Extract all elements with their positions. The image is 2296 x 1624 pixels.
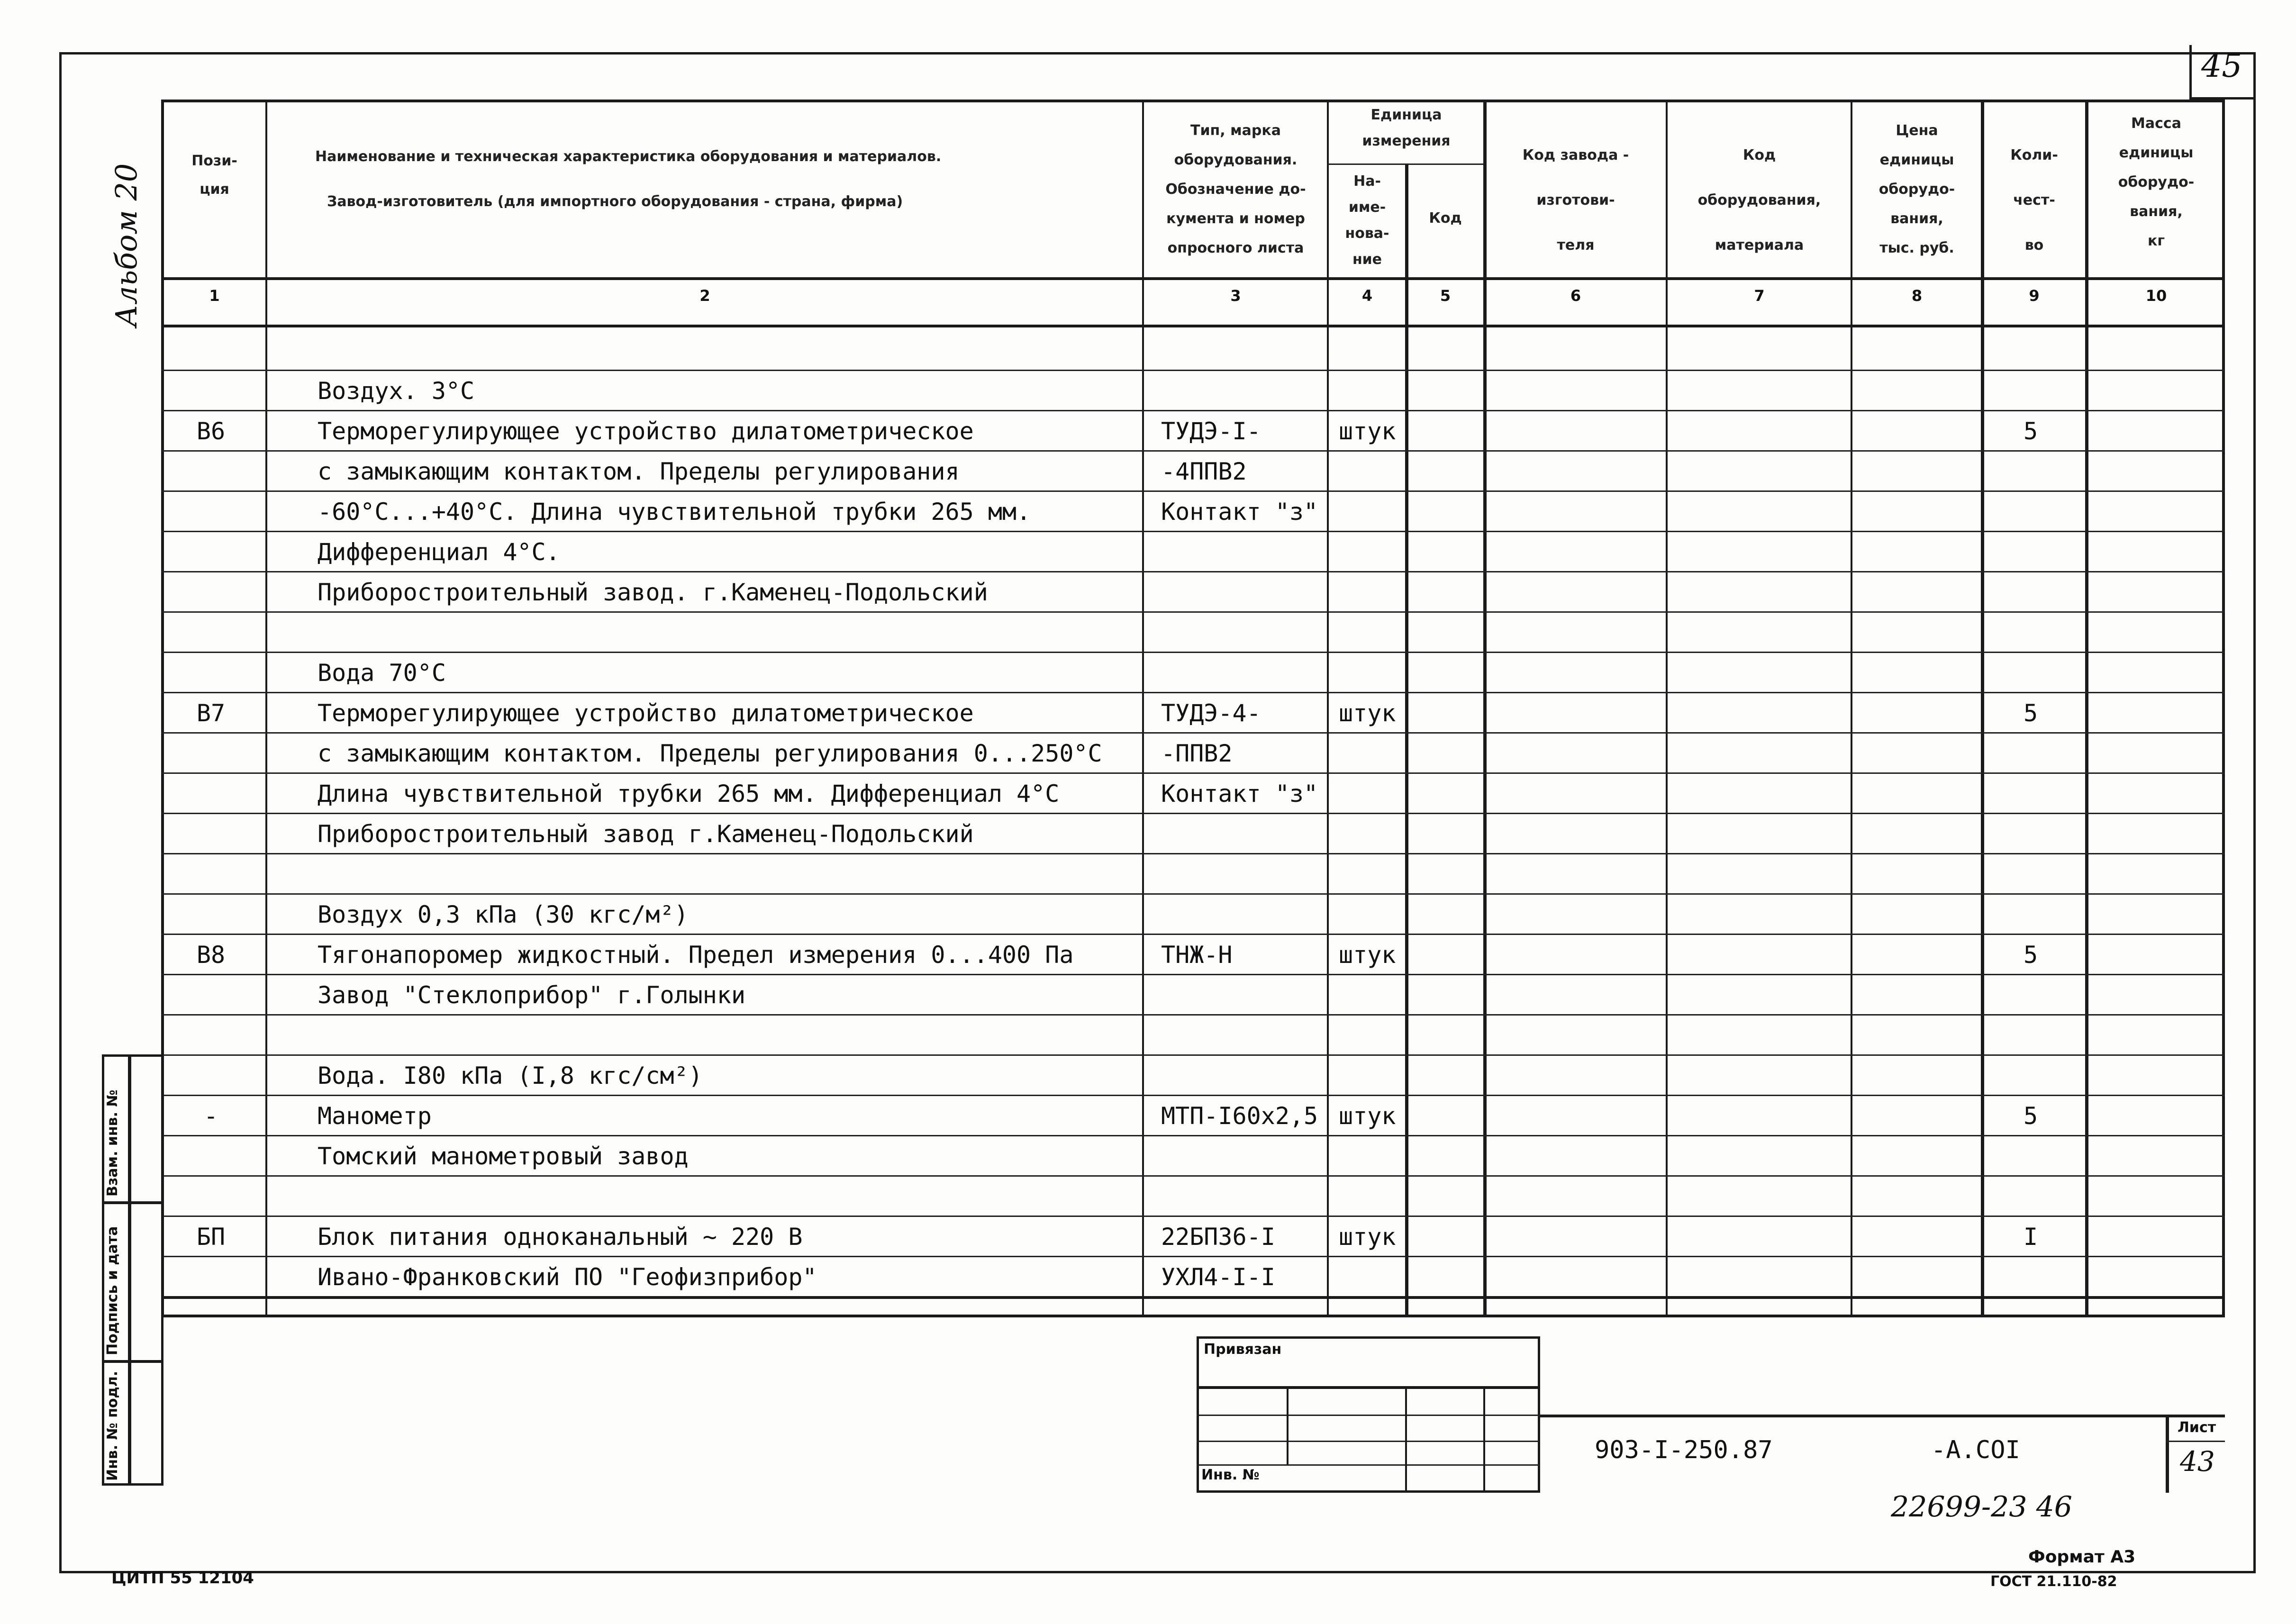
- vzam-inv-label: Взам. инв. №: [104, 1089, 121, 1197]
- footer-format: Формат А3: [2028, 1547, 2136, 1567]
- row-name: Длина чувствительной трубки 265 мм. Дифференциал 4°С: [318, 780, 1060, 807]
- doc-code: 903-I-250.87: [1595, 1436, 1773, 1464]
- row-quantity: 5: [2023, 699, 2038, 727]
- row-type: ТНЖ-Н: [1161, 941, 1233, 969]
- row-position: В6: [196, 417, 226, 445]
- col-number-3: 3: [1230, 287, 1241, 305]
- row-divider: [161, 813, 2225, 814]
- row-type: ТУДЭ-I-: [1161, 417, 1261, 445]
- col-number-9: 9: [2029, 287, 2040, 305]
- row-type: -ППВ2: [1161, 740, 1233, 767]
- row-unit: штук: [1339, 1102, 1396, 1130]
- header-col10: Масса единицы оборудо- вания, кг: [2118, 115, 2195, 249]
- header-col9: Коли- чест- во: [2010, 147, 2058, 254]
- doc-suffix: -А.СОI: [1931, 1436, 2020, 1464]
- row-name: Вода. I80 кПа (I,8 кгс/см²): [318, 1062, 703, 1089]
- row-unit: штук: [1339, 699, 1396, 727]
- row-name: Терморегулирующее устройство дилатометрическое: [318, 417, 974, 445]
- row-divider: [161, 450, 2225, 452]
- col-number-5: 5: [1440, 287, 1451, 305]
- row-divider: [161, 692, 2225, 693]
- stamp-line: [1483, 1386, 1485, 1493]
- title-block-line: [1540, 1415, 2225, 1417]
- row-unit: штук: [1339, 417, 1396, 445]
- row-type: МТП-I60х2,5: [1161, 1102, 1318, 1130]
- row-divider: [161, 611, 2225, 613]
- row-divider: [161, 490, 2225, 492]
- side-divider: [102, 1201, 163, 1204]
- footer-gost: ГОСТ 21.110-82: [1990, 1573, 2117, 1588]
- row-divider: [161, 370, 2225, 371]
- side-divider: [102, 1360, 163, 1363]
- row-quantity: 5: [2023, 417, 2038, 445]
- stamp-line: [1197, 1464, 1540, 1466]
- row-divider: [161, 1175, 2225, 1177]
- row-type: Контакт "з": [1161, 498, 1318, 526]
- header-col7: Код оборудования, материала: [1697, 147, 1821, 254]
- row-name: Приборостроительный завод г.Каменец-Подольский: [318, 820, 974, 848]
- row-divider: [161, 853, 2225, 854]
- side-divider: [128, 1054, 131, 1486]
- row-name: с замыкающим контактом. Пределы регулирования 0...250°С: [318, 740, 1102, 767]
- stamp-line: [1197, 1415, 1540, 1416]
- row-divider: [161, 772, 2225, 774]
- row-name: Воздух. 3°С: [318, 377, 475, 405]
- row-name: Ивано-Франковский ПО "Геофизприбор": [318, 1263, 817, 1291]
- row-name: Завод "Стеклоприбор" г.Голынки: [318, 981, 746, 1009]
- title-block-line: [2166, 1415, 2169, 1493]
- header-col4: На- име- нова- ние: [1345, 173, 1389, 268]
- row-name: Терморегулирующее устройство дилатометрическое: [318, 699, 974, 727]
- header-col8: Цена единицы оборудо- вания, тыс. руб.: [1879, 122, 1955, 256]
- row-type: Контакт "з": [1161, 780, 1318, 807]
- row-divider: [161, 893, 2225, 895]
- podpis-date-label: Подпись и дата: [104, 1226, 121, 1355]
- col-number-7: 7: [1754, 287, 1765, 305]
- row-position: -: [203, 1102, 218, 1130]
- row-type: УХЛ4-I-I: [1161, 1263, 1275, 1291]
- row-name: Блок питания одноканальный ~ 220 В: [318, 1223, 803, 1251]
- stamp-line: [1197, 1386, 1540, 1389]
- stamp-line: [1287, 1386, 1289, 1464]
- row-divider: [161, 1135, 2225, 1136]
- col-number-1: 1: [209, 287, 220, 305]
- col-number-8: 8: [1911, 287, 1923, 305]
- row-divider: [161, 1054, 2225, 1056]
- row-divider: [161, 974, 2225, 975]
- header-col6: Код завода - изготови- теля: [1522, 147, 1629, 254]
- header-divider: [161, 277, 2225, 280]
- header-col2-line1: Наименование и техническая характеристика оборудования и материалов.: [315, 148, 942, 165]
- row-divider: [161, 652, 2225, 653]
- row-divider: [161, 1256, 2225, 1257]
- row-divider: [161, 732, 2225, 734]
- column-numbers-divider: [161, 325, 2225, 327]
- col-number-4: 4: [1361, 287, 1373, 305]
- list-label: Лист: [2178, 1419, 2216, 1436]
- stamp-line: [1197, 1441, 1540, 1442]
- row-unit: штук: [1339, 941, 1396, 969]
- row-unit: штук: [1339, 1223, 1396, 1251]
- row-name: Манометр: [318, 1102, 432, 1130]
- footer-left-code: ЦИТП 55 12104: [111, 1569, 254, 1588]
- row-divider: [161, 1216, 2225, 1217]
- row-divider: [161, 410, 2225, 411]
- row-position: В8: [196, 941, 226, 969]
- stamp-line: [1405, 1386, 1407, 1493]
- row-quantity: 5: [2023, 941, 2038, 969]
- row-name: Томский манометровый завод: [318, 1143, 689, 1170]
- row-name: -60°С...+40°С. Длина чувствительной трубки 265 мм.: [318, 498, 1031, 526]
- row-name: Дифференциал 4°С.: [318, 538, 560, 566]
- row-quantity: I: [2023, 1223, 2038, 1251]
- col-line: [1405, 163, 1408, 1317]
- header-col1: Пози- ция: [191, 153, 237, 198]
- row-divider: [161, 934, 2225, 935]
- table-body-bottom: [161, 1296, 2225, 1299]
- unit-group-divider: [1327, 163, 1483, 165]
- header-unit-group: Единица измерения: [1362, 107, 1451, 149]
- header-col2-line2: Завод-изготовитель (для импортного оборудования - страна, фирма): [327, 193, 903, 210]
- row-type: ТУДЭ-4-: [1161, 699, 1261, 727]
- row-type: -4ППВ2: [1161, 458, 1247, 485]
- inv-no-label: Инв. №: [1201, 1467, 1260, 1483]
- sheet-corner-number: 45: [2201, 47, 2242, 85]
- row-name: Воздух 0,3 кПа (30 кгс/м²): [318, 901, 689, 928]
- header-col3: Тип, марка оборудования. Обозначение до- кумента и номер опросного листа: [1165, 122, 1306, 256]
- row-divider: [161, 531, 2225, 532]
- row-position: БП: [196, 1223, 226, 1251]
- col-number-2: 2: [699, 287, 710, 305]
- album-label: Альбом 20: [109, 163, 144, 327]
- row-type: 22БП36-I: [1161, 1223, 1275, 1251]
- archive-number: 22699-23 46: [1891, 1490, 2072, 1524]
- row-position: В7: [196, 699, 226, 727]
- title-block-line: [2166, 1441, 2225, 1442]
- col-number-6: 6: [1570, 287, 1581, 305]
- row-quantity: 5: [2023, 1102, 2038, 1130]
- row-divider: [161, 1014, 2225, 1016]
- privyazan-label: Привязан: [1204, 1341, 1282, 1358]
- row-name: Вода 70°С: [318, 659, 446, 687]
- row-divider: [161, 571, 2225, 572]
- col-number-10: 10: [2145, 287, 2167, 305]
- row-name: Тягонапоромер жидкостный. Предел измерения 0...400 Па: [318, 941, 1074, 969]
- row-name: Приборостроительный завод. г.Каменец-Подольский: [318, 579, 988, 606]
- row-name: с замыкающим контактом. Пределы регулирования: [318, 458, 960, 485]
- header-col5: Код: [1429, 210, 1462, 227]
- list-number: 43: [2180, 1445, 2215, 1478]
- row-divider: [161, 1095, 2225, 1096]
- inv-podl-label: Инв. № подл.: [104, 1370, 121, 1481]
